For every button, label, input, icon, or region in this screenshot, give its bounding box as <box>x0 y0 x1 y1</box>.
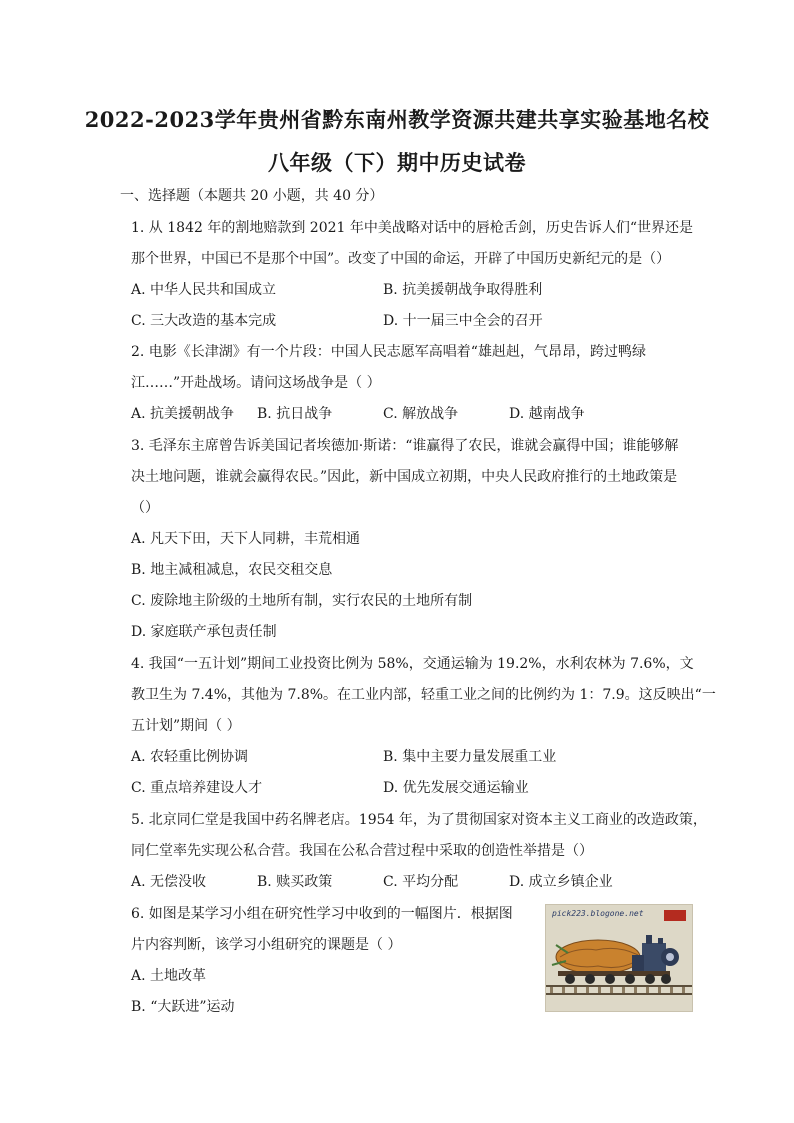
q4-option-d: D. 优先发展交通运输业 <box>383 780 529 796</box>
q3-option-b: B. 地主减租减息，农民交租交息 <box>131 562 333 578</box>
exam-title-line2: 八年级（下）期中历史试卷 <box>268 150 526 175</box>
q4-option-a: A. 农轻重比例协调 <box>131 749 249 765</box>
q3-option-a: A. 凡天下田，天下人同耕，丰荒相通 <box>131 531 361 547</box>
q4-option-b: B. 集中主要力量发展重工业 <box>383 749 557 765</box>
q3-option-c: C. 废除地主阶级的土地所有制，实行农民的土地所有制 <box>131 593 473 609</box>
q1-option-d: D. 十一届三中全会的召开 <box>383 313 543 329</box>
q2-stem-line1: 2. 电影《长津湖》有一个片段：中国人民志愿军高唱着“雄赳赳，气昂昂，跨过鸭绿 <box>131 344 646 360</box>
q6-option-a: A. 土地改革 <box>131 968 207 984</box>
q1-stem-line1: 1. 从 1842 年的割地赔款到 2021 年中美战略对话中的唇枪舌剑，历史告诉人们“世界还是 <box>131 220 694 236</box>
q5-option-c: C. 平均分配 <box>383 874 459 890</box>
q3-option-d: D. 家庭联产承包责任制 <box>131 624 277 640</box>
q5-stem-line1: 5. 北京同仁堂是我国中药名牌老店。1954 年，为了贯彻国家对资本主义工商业的改造政策， <box>131 812 707 828</box>
q3-stem-line2: 决土地问题，谁就会赢得农民。”因此，新中国成立初期，中央人民政府推行的土地政策是 <box>131 469 678 485</box>
q3-stem-line1: 3. 毛泽东主席曾告诉美国记者埃德加·斯诺：“谁赢得了农民，谁就会赢得中国；谁能够解 <box>131 438 679 454</box>
q1-option-b: B. 抗美援朝战争取得胜利 <box>383 282 543 298</box>
q4-stem-line3: 五计划”期间（ ） <box>131 718 241 734</box>
section-heading: 一、选择题（本题共 20 小题，共 40 分） <box>120 188 384 204</box>
q1-option-a: A. 中华人民共和国成立 <box>131 282 277 298</box>
q5-option-d: D. 成立乡镇企业 <box>509 874 613 890</box>
q6-poster-image <box>545 904 693 1012</box>
q4-stem-line1: 4. 我国“一五计划”期间工业投资比例为 58%，交通运输为 19.2%，水利农林为 7.6%，文 <box>131 656 694 672</box>
q2-stem-line2: 江……”开赴战场。请问这场战争是（ ） <box>131 375 381 391</box>
poster-stamp <box>664 910 686 921</box>
q6-stem-line2: 片内容判断，该学习小组研究的课题是（ ） <box>131 937 402 953</box>
q4-option-c: C. 重点培养建设人才 <box>131 780 263 796</box>
q4-stem-line2: 教卫生为 7.4%，其他为 7.8%。在工业内部，轻重工业之间的比例约为 1：7.9。这反映出“一 <box>131 687 716 703</box>
q1-option-c: C. 三大改造的基本完成 <box>131 313 277 329</box>
q2-option-c: C. 解放战争 <box>383 406 459 422</box>
exam-title-line1: 2022-2023学年贵州省黔东南州教学资源共建共享实验基地名校 <box>84 107 710 132</box>
q1-stem-line2: 那个世界，中国已不是那个中国”。改变了中国的命运，开辟了中国历史新纪元的是（） <box>131 251 671 267</box>
q2-option-b: B. 抗日战争 <box>257 406 333 422</box>
q5-option-a: A. 无偿没收 <box>131 874 207 890</box>
q3-stem-line3: （） <box>131 500 159 516</box>
q5-stem-line2: 同仁堂率先实现公私合营。我国在公私合营过程中采取的创造性举措是（） <box>131 843 593 859</box>
q2-option-a: A. 抗美援朝战争 <box>131 406 235 422</box>
poster-watermark: pick223.blogone.net <box>552 909 644 918</box>
q2-option-d: D. 越南战争 <box>509 406 585 422</box>
q6-stem-line1: 6. 如图是某学习小组在研究性学习中收到的一幅图片．根据图 <box>131 906 513 922</box>
q5-option-b: B. 赎买政策 <box>257 874 333 890</box>
q6-option-b: B. “大跃进”运动 <box>131 999 235 1015</box>
